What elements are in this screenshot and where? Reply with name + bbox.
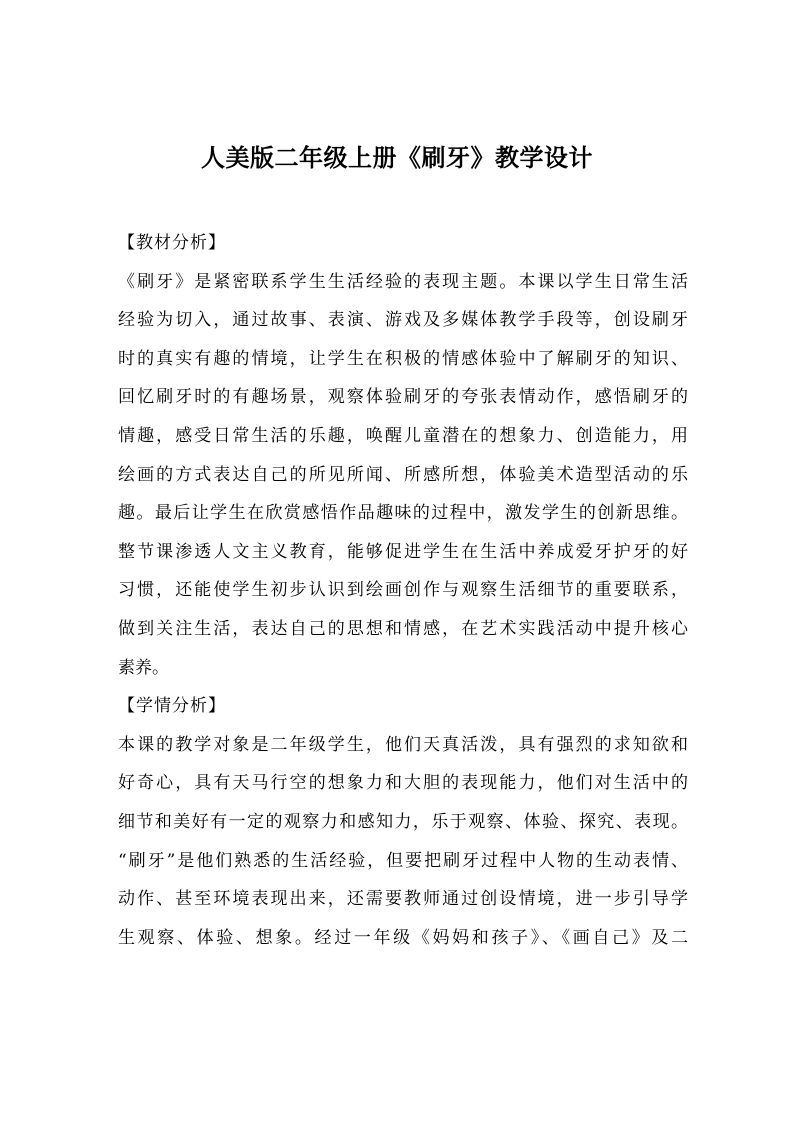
paragraph-line: 素养。 bbox=[118, 657, 169, 678]
paragraph-line: 回忆刷牙时的有趣场景，观察体验刷牙的夸张表情动作，感悟刷牙的 bbox=[118, 387, 688, 408]
paragraph-line: 好奇心，具有天马行空的想象力和大胆的表现能力，他们对生活中的 bbox=[118, 773, 688, 794]
paragraph-line: 本课的教学对象是二年级学生，他们天真活泼，具有强烈的求知欲和 bbox=[118, 734, 688, 755]
paragraph-line: 时的真实有趣的情境，让学生在积极的情感体验中了解刷牙的知识、 bbox=[118, 348, 688, 369]
paragraph-line: 经验为切入，通过故事、表演、游戏及多媒体教学手段等，创设刷牙 bbox=[118, 310, 688, 331]
paragraph-line: 绘画的方式表达自己的所见所闻、所感所想，体验美术造型活动的乐 bbox=[118, 464, 688, 485]
paragraph-line: 习惯，还能使学生初步认识到绘画创作与观察生活细节的重要联系， bbox=[118, 580, 688, 601]
paragraph-line: 情趣，感受日常生活的乐趣，唤醒儿童潜在的想象力、创造能力，用 bbox=[118, 425, 688, 446]
section-heading-learner-analysis: 【学情分析】 bbox=[118, 696, 226, 717]
paragraph-line: 动作、甚至环境表现出来，还需要教师通过创设情境，进一步引导学 bbox=[118, 889, 688, 910]
document-body bbox=[118, 224, 688, 957]
paragraph-line: 《刷牙》是紧密联系学生生活经验的表现主题。本课以学生日常生活 bbox=[118, 271, 688, 292]
paragraph-line: 趣。最后让学生在欣赏感悟作品趣味的过程中，激发学生的创新思维。 bbox=[118, 503, 688, 524]
paragraph-line: 生观察、体验、想象。经过一年级《妈妈和孩子》、《画自己》及二 bbox=[118, 927, 688, 948]
paragraph-line: “刷牙”是他们熟悉的生活经验，但要把刷牙过程中人物的生动表情、 bbox=[118, 850, 688, 871]
section-heading-textbook-analysis: 【教材分析】 bbox=[118, 233, 226, 253]
paragraph-line: 整节课渗透人文主义教育，能够促进学生在生活中养成爱牙护牙的好 bbox=[118, 541, 688, 562]
paragraph-line: 做到关注生活，表达自己的思想和情感，在艺术实践活动中提升核心 bbox=[118, 618, 688, 639]
paragraph-line: 细节和美好有一定的观察力和感知力，乐于观察、体验、探究、表现。 bbox=[118, 811, 688, 832]
document-title: 人美版二年级上册《刷牙》教学设计 bbox=[201, 143, 593, 172]
